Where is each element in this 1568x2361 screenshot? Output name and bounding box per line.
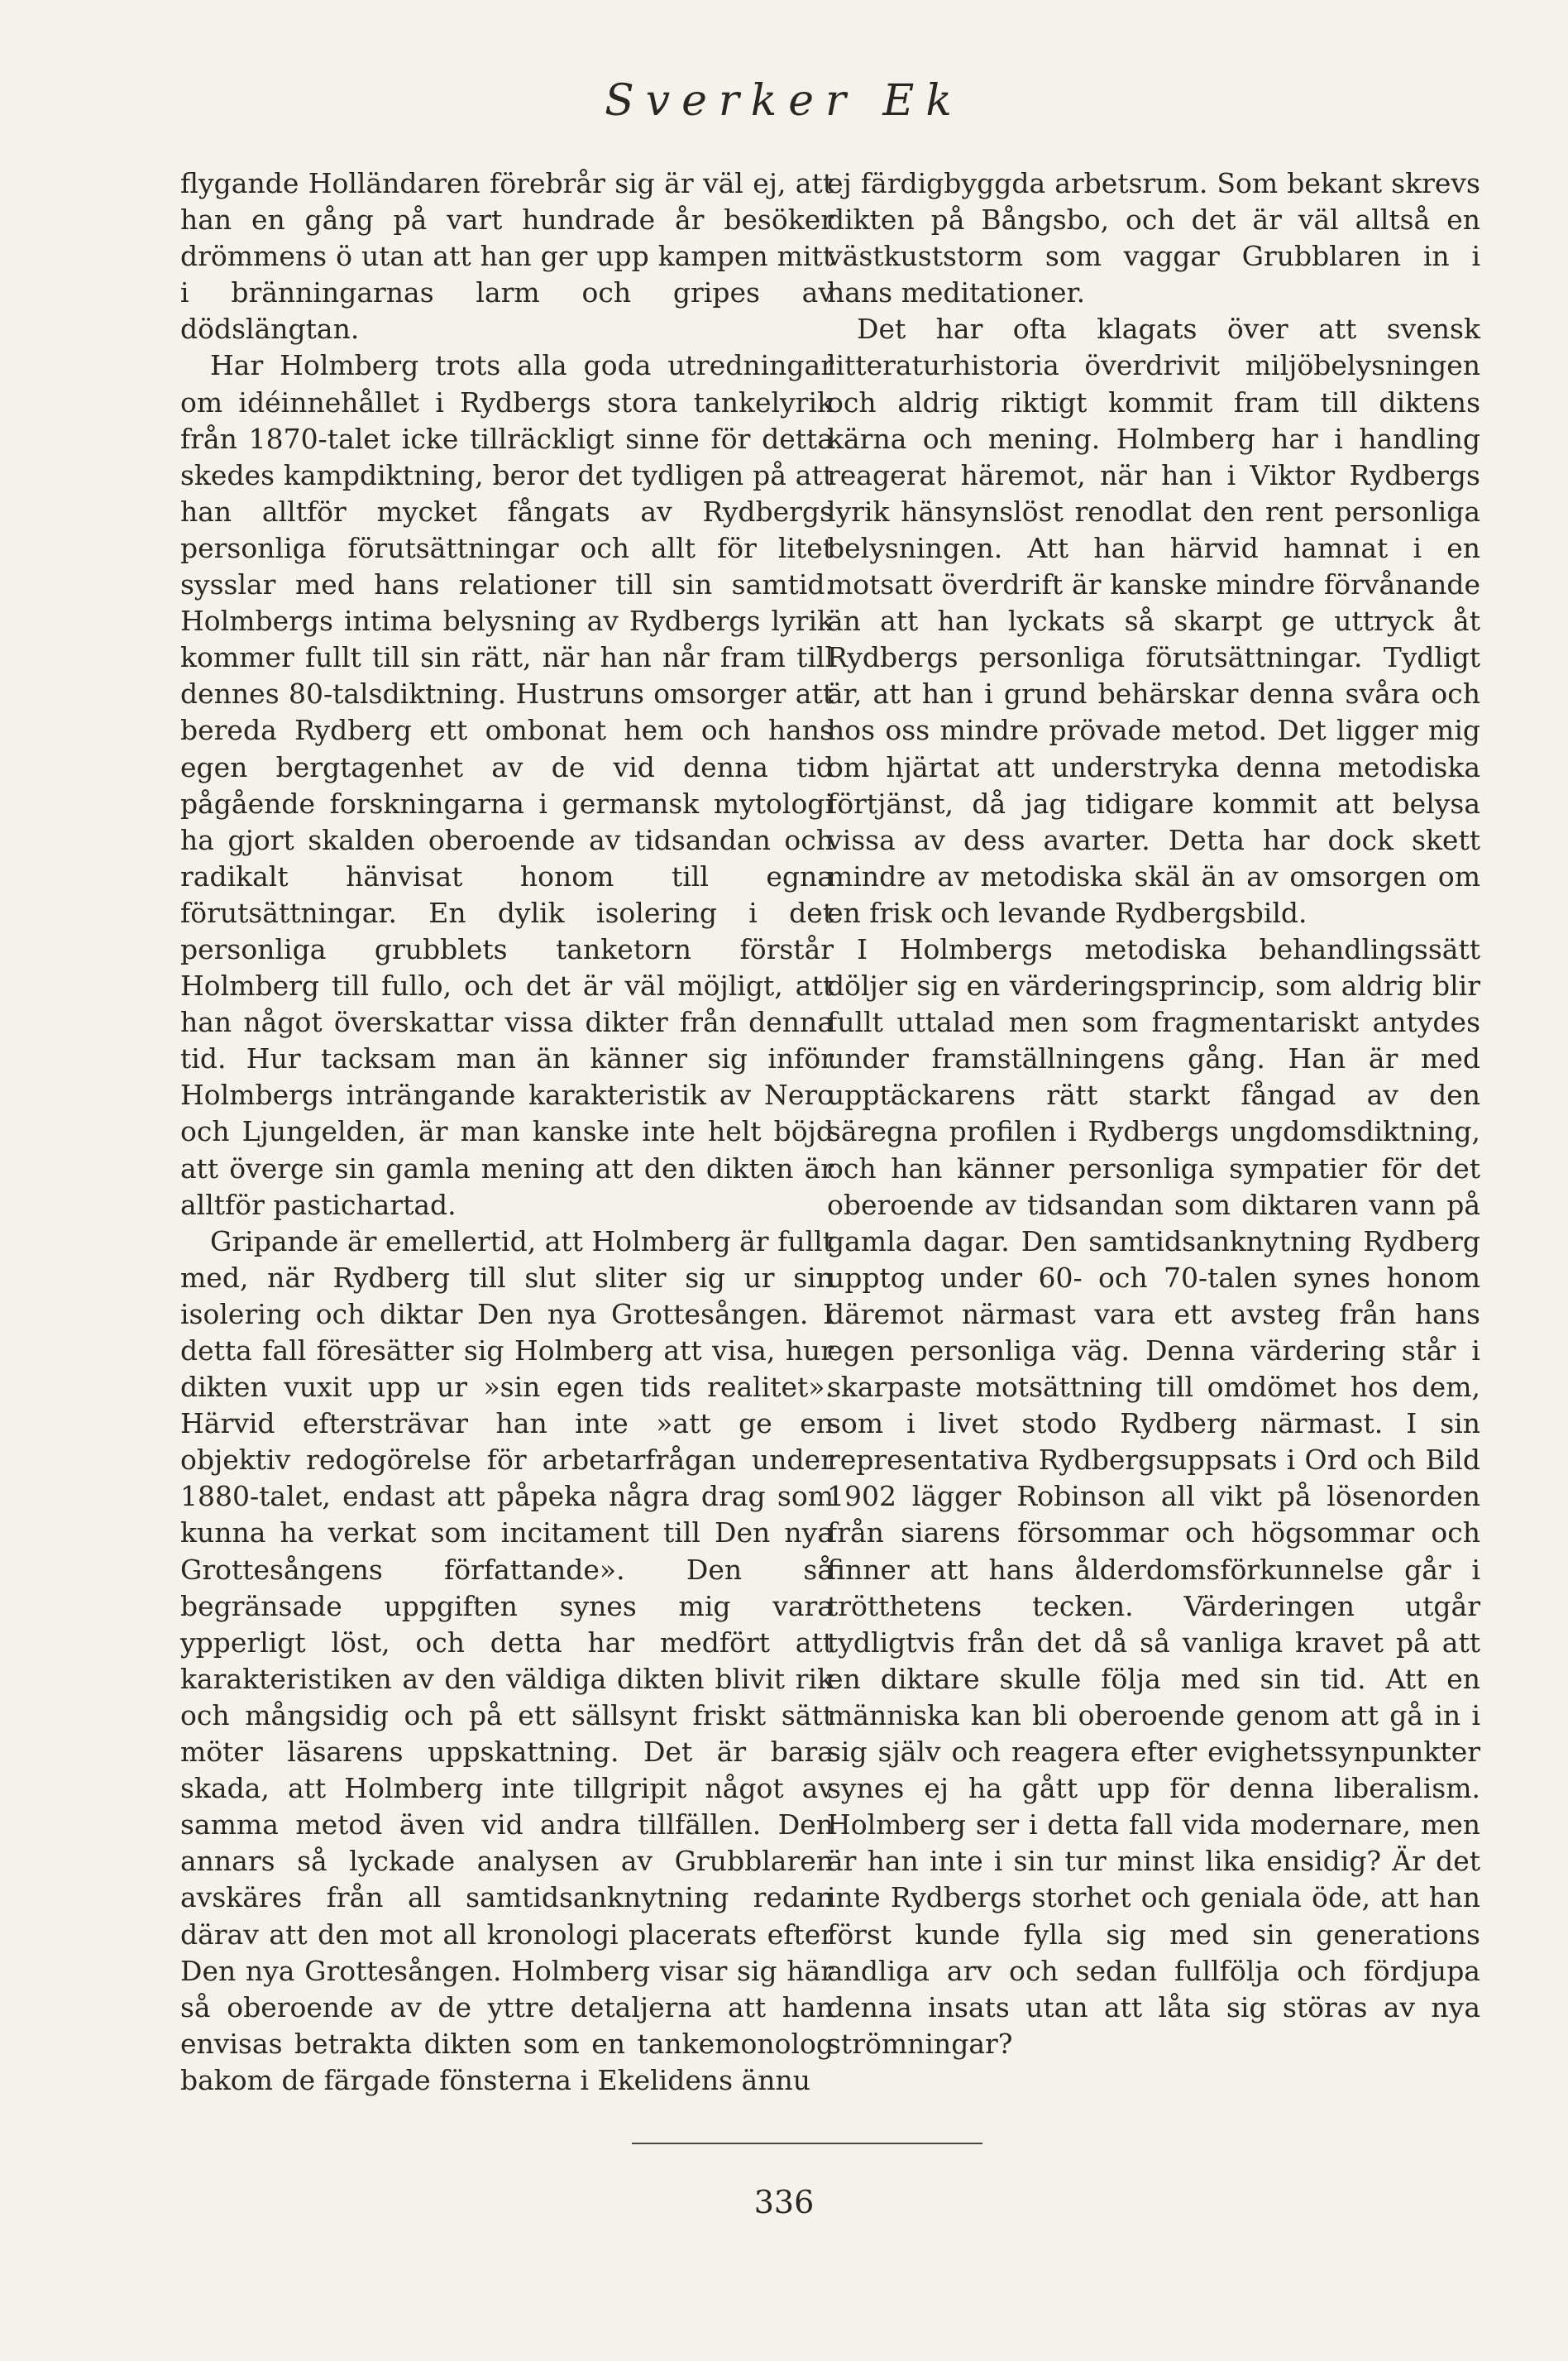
right-paragraph-3: I Holmbergs metodiska behandlingssätt döljer sig en värderingsprincip, som aldrig blir fullt uttalad men som fragmentariskt antydes under framställningens gång. Han är med upptäckarens rätt starkt fångad av den säregna profilen i Rydbergs ungdomsdiktning, och han känner personliga sympatier för det oberoende av tidsandan som diktaren vann på gamla dagar. Den samtidsanknytning Rydberg upptog under 60- och 70-talen synes honom däremot närmast vara ett avsteg från hans egen personliga väg. Denna värdering står i skarpaste motsättning till omdömet hos dem, som i livet stodo Rydberg närmast. I sin representativa Rydbergsuppsats i Ord och Bild 1902 lägger Robinson all vikt på lösenorden från siarens försommar och högsommar och finner att hans ålderdomsförkunnelse går i trötthetens tecken. Värderingen utgår tydligtvis från det då så vanliga kravet på att en diktare skulle följa med sin tid. Att en människa kan bli oberoende genom att gå in i sig själv och reagera efter evighetssynpunkter synes ej ha gått upp för denna liberalism. Holmberg ser i detta fall vida modernare, men är han inte i sin tur minst lika ensidig? Är det inte Rydbergs storhet och geniala öde, att han först kunde fylla sig med sin generations andliga arv och sedan fullfölja och fördjupa denna insats utan att låta sig störas av nya strömningar? (827, 932, 1480, 2060)
left-paragraph-3: Gripande är emellertid, att Holmberg är fullt med, när Rydberg till slut sliter sig ur sin isolering och diktar Den nya Grottesången. I detta fall föresätter sig Holmberg att visa, hur dikten vuxit upp ur »sin egen tids realitet». Härvid eftersträvar han inte »att ge en objektiv redogörelse för arbetarfrågan under 1880-talet, endast att påpeka några drag som kunna ha verkat som incitament till Den nya Grottesångens författande». Den så begränsade uppgiften synes mig vara ypperligt löst, och detta har medfört att karakteristiken av den väldiga dikten blivit rik och mångsidig och på ett sällsynt friskt sätt möter läsarens uppskattning. Det är bara skada, att Holmberg inte tillgripit något av samma metod även vid andra tillfällen. Den annars så lyckade analysen av Grubblaren avskäres från all samtidsanknytning redan därav att den mot all kronologi placerats efter Den nya Grottesången. Holmberg visar sig här så oberoende av de yttre detaljerna att han envisas betrakta dikten som en tankemonolog bakom de färgade fönsterna i Ekelidens ännu (180, 1224, 834, 2096)
footer-divider (632, 2143, 982, 2144)
running-head-author: Sverker Ek (605, 76, 963, 126)
right-paragraph-1: ej färdigbyggda arbetsrum. Som bekant skrevs dikten på Bångsbo, och det är väl alltså en västkuststorm som vaggar Grubblaren in i hans meditationer. (827, 167, 1480, 309)
right-text-column (827, 165, 1480, 2062)
left-text-column (180, 165, 834, 2099)
right-paragraph-2: Det har ofta klagats över att svensk litteraturhistoria överdrivit miljöbelysningen och aldrig riktigt kommit fram till diktens kärna och mening. Holmberg har i handling reagerat häremot, när han i Viktor Rydbergs lyrik hänsynslöst renodlat den rent personliga belysningen. Att han härvid hamnat i en motsatt överdrift är kanske mindre förvånande än att han lyckats så skarpt ge uttryck åt Rydbergs personliga förutsättningar. Tydligt är, att han i grund behärskar denna svåra och hos oss mindre prövade metod. Det ligger mig om hjärtat att understryka denna metodiska förtjänst, då jag tidigare kommit att belysa vissa av dess avarter. Detta har dock skett mindre av metodiska skäl än av omsorgen om en frisk och levande Rydbergsbild. (827, 313, 1480, 929)
left-paragraph-2: Har Holmberg trots alla goda utredningar om idéinnehållet i Rydbergs stora tankelyrik från 1870-talet icke tillräckligt sinne för detta skedes kampdiktning, beror det tydligen på att han alltför mycket fångats av Rydbergs personliga förutsättningar och allt för litet sysslar med hans relationer till sin samtid. Holmbergs intima belysning av Rydbergs lyrik kommer fullt till sin rätt, när han når fram till dennes 80-talsdiktning. Hustruns omsorger att bereda Rydberg ett ombonat hem och hans egen bergtagenhet av de vid denna tid pågående forskningarna i germansk mytologi ha gjort skalden oberoende av tidsandan och radikalt hänvisat honom till egna förutsättningar. En dylik isolering i det personliga grubblets tanketorn förstår Holmberg till fullo, och det är väl möjligt, att han något överskattar vissa dikter från denna tid. Hur tacksam man än känner sig inför Holmbergs inträngande karakteristik av Nero och Ljungelden, är man kanske inte helt böjd att överge sin gamla mening att den dikten är alltför pastichartad. (180, 349, 834, 1221)
page-number: 336 (753, 2184, 815, 2220)
left-paragraph-1: flygande Holländaren förebrår sig är väl ej, att han en gång på vart hundrade år besöker drömmens ö utan att han ger upp kampen mitt i bränningarnas larm och gripes av dödslängtan. (180, 167, 834, 346)
